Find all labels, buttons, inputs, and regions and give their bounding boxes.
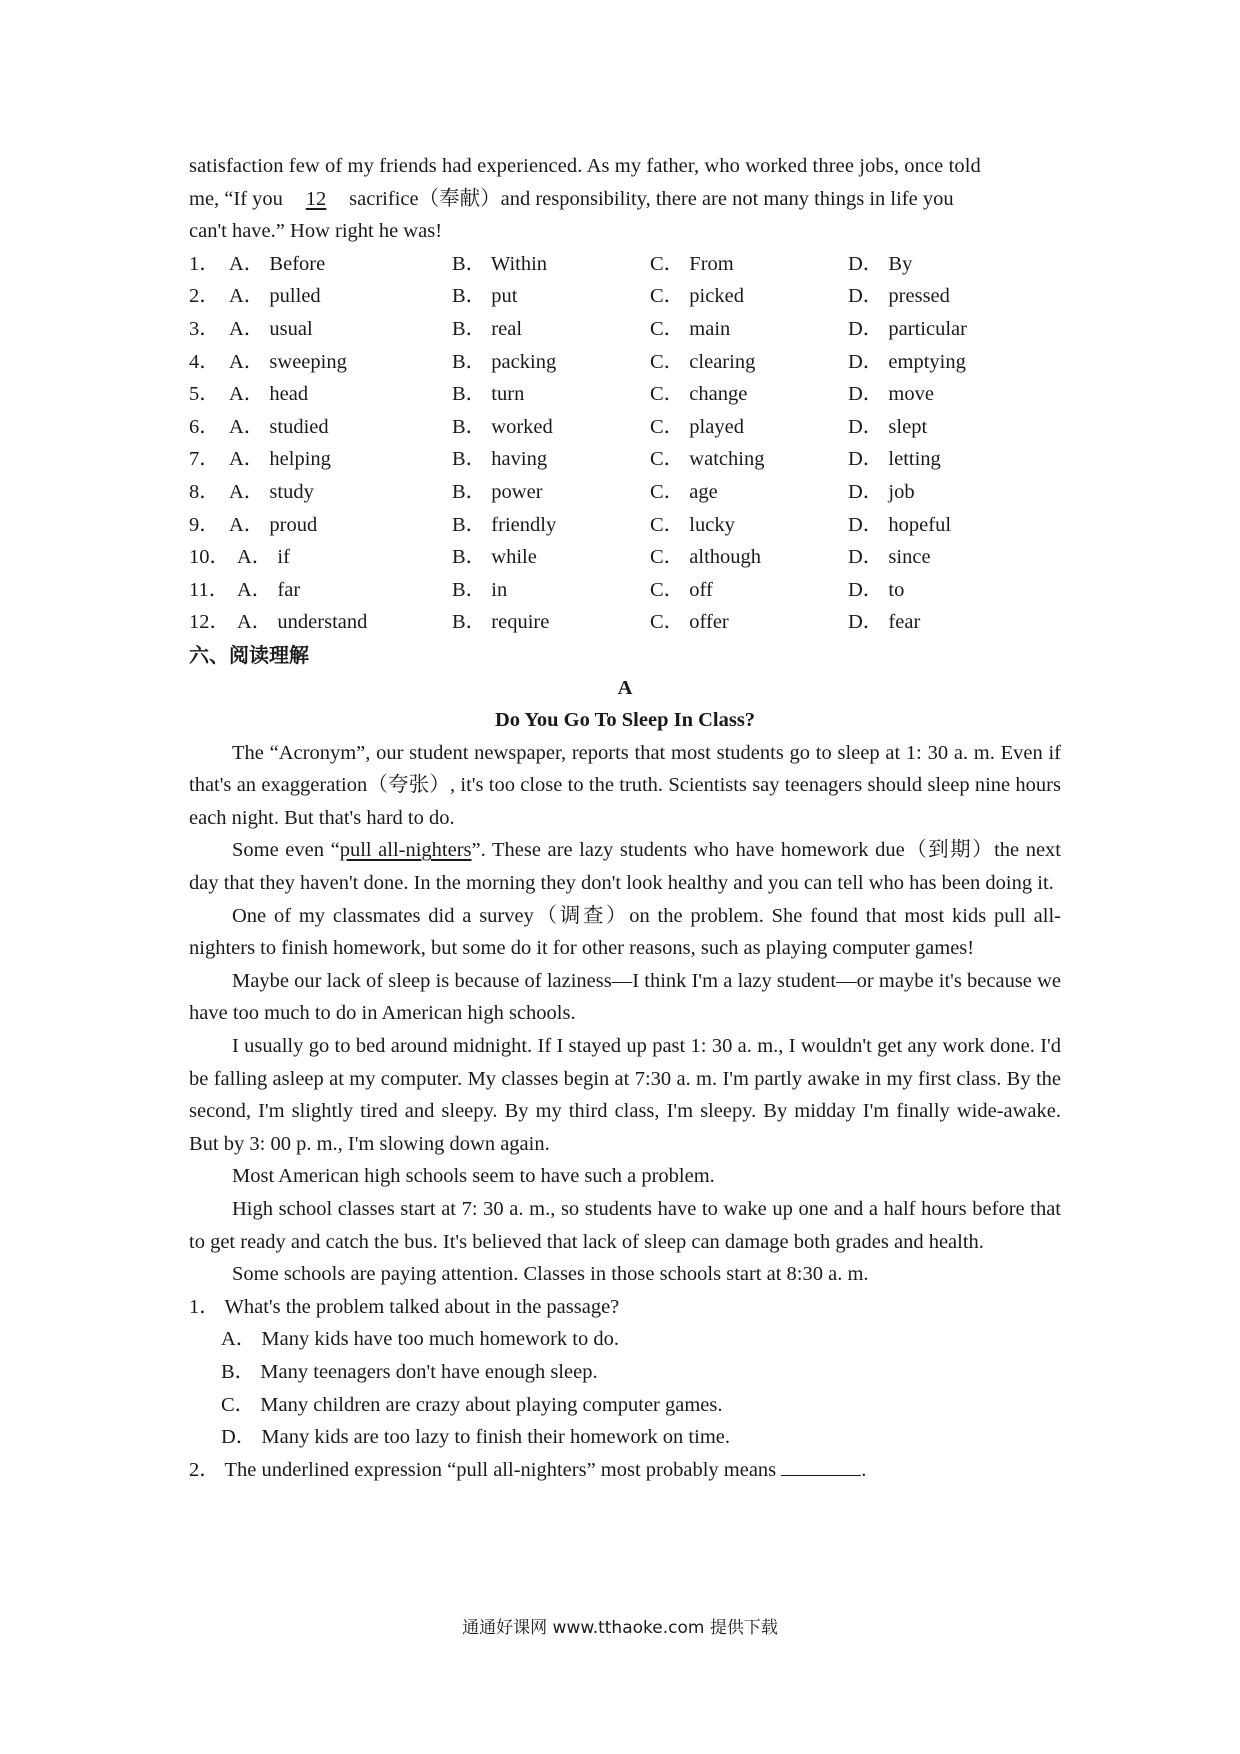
question-number: 9．: [189, 513, 220, 536]
option-d: D． fear: [848, 611, 921, 634]
option-b: B． packing: [452, 350, 557, 373]
paragraph-2-start: Some even “: [232, 839, 340, 862]
option-c: C． picked: [650, 285, 744, 308]
page-footer: 通通好课网 www.tthaoke.com 提供下载: [462, 1618, 778, 1638]
option-c: C． From: [650, 252, 734, 275]
option-b: B． while: [452, 546, 537, 569]
option-d: D． since: [848, 546, 931, 569]
underlined-expression: pull all-nighters: [339, 839, 472, 862]
question-2-end: .: [861, 1458, 867, 1481]
question-number: 1．: [189, 252, 220, 275]
option-d: D． letting: [848, 448, 941, 471]
question-number: 6．: [189, 415, 220, 438]
option-c: C． lucky: [650, 513, 735, 536]
option-d: D． slept: [848, 415, 928, 438]
blank-12: 12: [305, 187, 327, 210]
paragraph-7: High school classes start at 7: 30 a. m., so students have to wake up one and a half hours before that to get ready and catch the bus. It's believed that lack of sleep can damage both grades and health.: [189, 1198, 1061, 1253]
option-row: [189, 443, 1061, 476]
paragraph-5: I usually go to bed around midnight. If I stayed up past 1: 30 a. m., I wouldn't get any work done. I'd be falling asleep at my computer. My classes begin at 7:30 a. m. I'm partly awake in my first class. By the second, I'm slightly tired and sleepy. By my third class, I'm sleepy. By midday I'm finally wide-awake. But by 3: 00 p. m., I'm slowing down again.: [189, 1035, 1061, 1155]
option-a: A． understand: [237, 611, 368, 634]
option-b: B． Within: [452, 252, 548, 275]
intro-line-2-start: me, “If you: [189, 187, 289, 210]
intro-line-1: satisfaction few of my friends had experienced. As my father, who worked three jobs, once told: [189, 155, 981, 177]
paragraph-1: The “Acronym”, our student newspaper, reports that most students go to sleep at 1: 30 a. m. Even if that's an exaggeration（夸张）, it's too close to the truth. Scientists say teenagers should sleep nine hours each night. But that's hard to do.: [189, 741, 1061, 829]
option-b: B． put: [452, 285, 518, 308]
intro-line-2-end: sacrifice（奉献）and responsibility, there are not many things in life you: [344, 187, 954, 210]
option-row: [189, 280, 1061, 313]
option-c: C． age: [650, 480, 718, 503]
option-d: D． job: [848, 480, 915, 503]
cloze-options-list: [189, 248, 1061, 639]
option-a: A． study: [229, 480, 314, 503]
question-number: 3．: [189, 317, 220, 340]
passage-title: Do You Go To Sleep In Class?: [494, 709, 756, 732]
question-2: [189, 1454, 1061, 1487]
option-c: C． off: [650, 578, 713, 601]
question-number: 8．: [189, 480, 220, 503]
question-number: 2．: [189, 285, 220, 308]
option-c: C． watching: [650, 448, 765, 471]
question-2-text: 2． The underlined expression “pull all-nighters” most probably means: [189, 1458, 782, 1481]
option-a: A． Before: [229, 252, 326, 275]
option-c: C． although: [650, 546, 762, 569]
option-row: [189, 606, 1061, 639]
answer-blank: [781, 1457, 861, 1476]
option-b: B． worked: [452, 415, 553, 438]
option-d: D． move: [848, 383, 934, 406]
option-a: A． head: [229, 383, 309, 406]
option-a: A． helping: [229, 448, 331, 471]
question-number: 11．: [189, 578, 230, 601]
question-1-option-b: B． Many teenagers don't have enough sleep.: [221, 1360, 598, 1383]
paragraph-8: Some schools are paying attention. Classes in those schools start at 8:30 a. m.: [232, 1263, 869, 1286]
paragraph-2: [189, 834, 1061, 899]
option-a: A． pulled: [229, 285, 321, 308]
option-b: B． require: [452, 611, 550, 634]
option-c: C． played: [650, 415, 744, 438]
option-a: A． studied: [229, 415, 329, 438]
option-a: A． proud: [229, 513, 318, 536]
passage-label: A: [617, 676, 633, 699]
option-d: D． emptying: [848, 350, 966, 373]
question-number: 7．: [189, 448, 220, 471]
option-row: [189, 378, 1061, 411]
question-number: 10．: [189, 546, 230, 569]
option-b: B． real: [452, 317, 523, 340]
option-a: A． usual: [229, 317, 313, 340]
option-b: B． friendly: [452, 513, 557, 536]
intro-line-3: can't have.” How right he was!: [189, 220, 443, 243]
option-b: B． power: [452, 480, 543, 503]
option-d: D． particular: [848, 317, 967, 340]
paragraph-6: Most American high schools seem to have such a problem.: [232, 1165, 715, 1188]
option-a: A． sweeping: [229, 350, 347, 373]
option-row: [189, 541, 1061, 574]
option-row: [189, 346, 1061, 379]
question-1-option-c: C． Many children are crazy about playing computer games.: [221, 1393, 723, 1416]
paragraph-4: Maybe our lack of sleep is because of laziness—I think I'm a lazy student—or maybe it's because we have too much to do in American high schools.: [189, 969, 1061, 1025]
option-c: C． main: [650, 317, 731, 340]
paragraph-2-end: ”. These are lazy students who have homework due（到期）the next day that they haven't done. In the morning they don't look healthy and you can tell who has been doing it.: [189, 839, 1062, 895]
option-a: A． if: [237, 546, 290, 569]
option-row: [189, 574, 1061, 607]
option-b: B． having: [452, 448, 548, 471]
option-b: B． turn: [452, 383, 525, 406]
question-1: 1． What's the problem talked about in the passage?: [189, 1295, 620, 1318]
question-1-option-a: A． Many kids have too much homework to do.: [221, 1328, 619, 1351]
option-c: C． offer: [650, 611, 729, 634]
option-c: C． change: [650, 383, 748, 406]
question-1-option-d: D． Many kids are too lazy to finish their homework on time.: [221, 1426, 730, 1449]
option-row: [189, 411, 1061, 444]
question-number: 12．: [189, 611, 230, 634]
section-title: 六、阅读理解: [189, 642, 309, 667]
option-c: C． clearing: [650, 350, 756, 373]
option-d: D． hopeful: [848, 513, 952, 536]
question-number: 5．: [189, 383, 220, 406]
option-a: A． far: [237, 578, 301, 601]
option-d: D． By: [848, 252, 913, 275]
paragraph-3: One of my classmates did a survey（调查）on the problem. She found that most kids pull all-nighters to finish homework, but some do it for other reasons, such as playing computer games!: [189, 904, 1061, 960]
option-b: B． in: [452, 578, 508, 601]
intro-line-2: [189, 183, 1061, 216]
option-row: [189, 313, 1061, 346]
option-row: [189, 476, 1061, 509]
option-d: D． pressed: [848, 285, 950, 308]
option-row: [189, 248, 1061, 281]
question-number: 4．: [189, 350, 220, 373]
option-row: [189, 509, 1061, 542]
option-d: D． to: [848, 578, 905, 601]
document-page: [189, 150, 1061, 1486]
